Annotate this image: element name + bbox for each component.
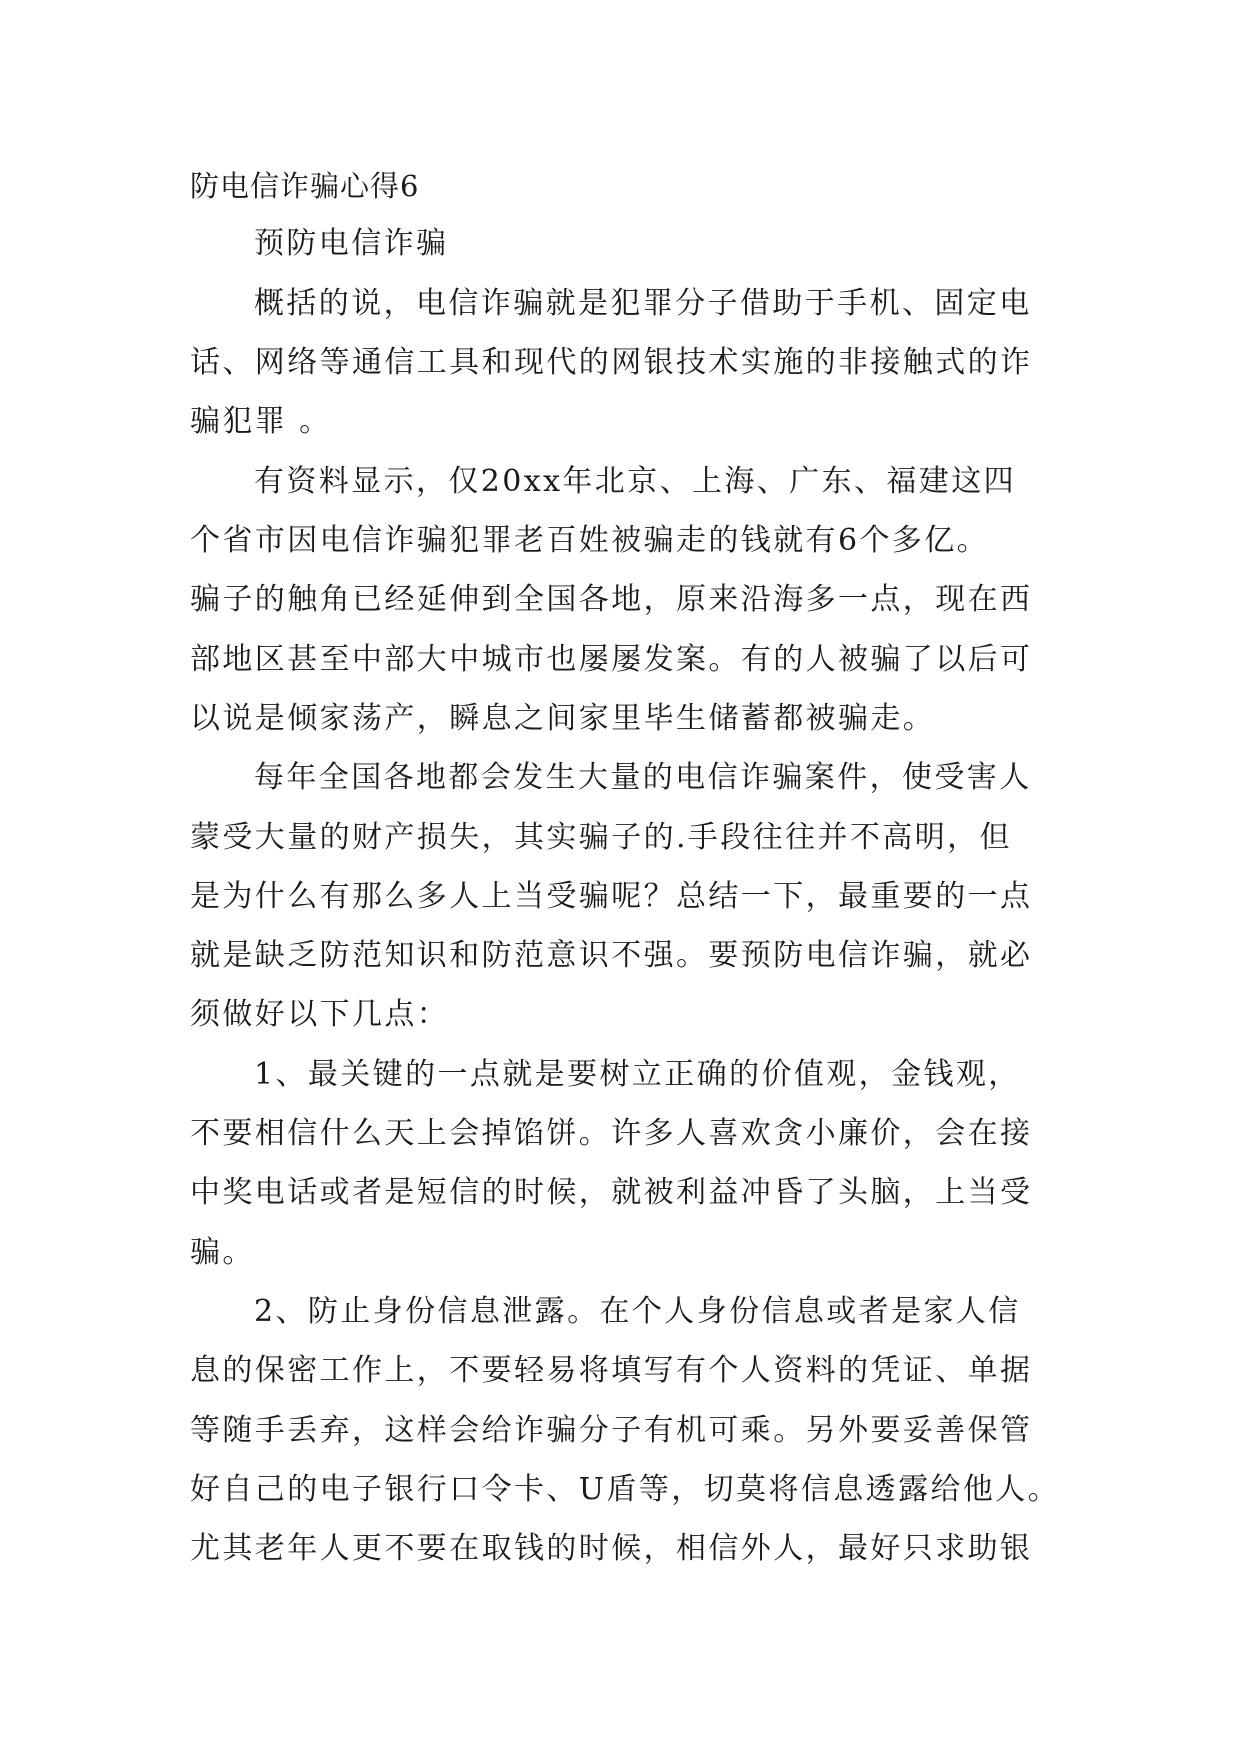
paragraph-line: 须做好以下几点： <box>190 997 450 1032</box>
section-heading: 预防电信诈骗 <box>254 226 449 261</box>
list-item-line: 息的保密工作上，不要轻易将填写有个人资料的凭证、单据 <box>190 1353 1033 1388</box>
paragraph-line: 个省市因电信诈骗犯罪老百姓被骗走的钱就有6个多亿。 <box>190 523 990 558</box>
paragraph-line: 就是缺乏防范知识和防范意识不强。要预防电信诈骗，就必 <box>190 938 1033 973</box>
paragraph-line: 每年全国各地都会发生大量的电信诈骗案件，使受害人 <box>254 760 1032 795</box>
list-item-line: 好自己的电子银行口令卡、U盾等，切莫将信息透露给他人。 <box>190 1472 1061 1507</box>
paragraph-line: 有资料显示，仅20xx年北京、上海、广东、福建这四 <box>254 464 1017 499</box>
list-item-line: 等随手丢弃，这样会给诈骗分子有机可乘。另外要妥善保管 <box>190 1413 1033 1448</box>
paragraph-line: 是为什么有那么多人上当受骗呢？总结一下，最重要的一点 <box>190 879 1033 914</box>
list-item-line: 不要相信什么天上会掉馅饼。许多人喜欢贪小廉价，会在接 <box>190 1116 1033 1151</box>
paragraph-line: 以说是倾家荡产，瞬息之间家里毕生储蓄都被骗走。 <box>190 701 936 736</box>
paragraph-line: 部地区甚至中部大中城市也屡屡发案。有的人被骗了以后可 <box>190 642 1033 677</box>
list-item-line: 尤其老年人更不要在取钱的时候，相信外人，最好只求助银 <box>190 1531 1033 1566</box>
paragraph-line: 骗子的触角已经延伸到全国各地，原来沿海多一点，现在西 <box>190 582 1033 617</box>
document-title: 防电信诈骗心得6 <box>190 169 420 203</box>
paragraph-line: 蒙受大量的财产损失，其实骗子的.手段往往并不高明，但 <box>190 820 1012 855</box>
paragraph-line: 骗犯罪 。 <box>190 404 332 439</box>
list-item-line: 1、最关键的一点就是要树立正确的价值观，金钱观， <box>254 1057 1021 1092</box>
list-item-line: 骗。 <box>190 1235 255 1270</box>
list-item-line: 中奖电话或者是短信的时候，就被利益冲昏了头脑，上当受 <box>190 1175 1033 1210</box>
list-item-line: 2、防止身份信息泄露。在个人身份信息或者是家人信 <box>254 1294 1021 1329</box>
paragraph-line: 概括的说，电信诈骗就是犯罪分子借助于手机、固定电 <box>254 286 1032 321</box>
paragraph-line: 话、网络等通信工具和现代的网银技术实施的非接触式的诈 <box>190 345 1033 380</box>
